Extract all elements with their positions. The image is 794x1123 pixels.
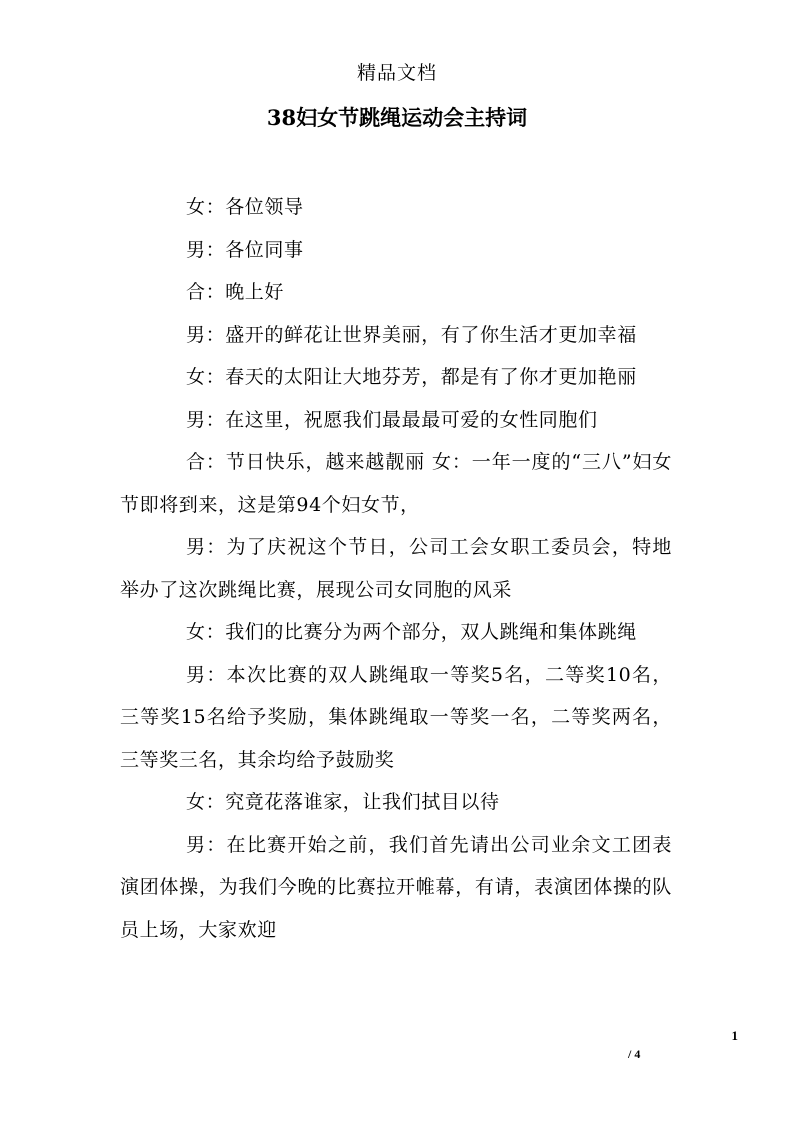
paragraph: 合：节日快乐，越来越靓丽 女：一年一度的“三八”妇女节即将到来，这是第94个妇女节， [120, 451, 672, 516]
document-header-label: 精品文档 [356, 62, 437, 84]
paragraph: 女：春天的太阳让大地芬芳，都是有了你才更加艳丽 [186, 366, 637, 388]
page-total: / 4 [628, 1047, 641, 1061]
page-number: 1 [731, 1028, 738, 1043]
paragraph: 男：各位同事 [186, 238, 304, 261]
paragraph: 女：各位领导 [186, 196, 304, 218]
paragraph: 男：在这里，祝愿我们最最最可爱的女性同胞们 [186, 408, 598, 431]
paragraph: 女：究竟花落谁家，让我们拭目以待 [186, 791, 500, 813]
paragraph: 男：盛开的鲜花让世界美丽，有了你生活才更加幸福 [186, 323, 637, 346]
document-body [120, 186, 672, 951]
paragraph: 男：本次比赛的双人跳绳取一等奖5名，二等奖10名，三等奖15名给予奖励，集体跳绳取一等奖一名，二等奖两名，三等奖三名，其余均给予鼓励奖 [120, 663, 672, 771]
paragraph: 合：晚上好 [186, 281, 285, 303]
paragraph: 男：为了庆祝这个节日，公司工会女职工委员会，特地举办了这次跳绳比赛，展现公司女同胞的风采 [120, 536, 672, 601]
paragraph: 男：在比赛开始之前，我们首先请出公司业余文工团表演团体操，为我们今晚的比赛拉开帷幕，有请，表演团体操的队员上场，大家欢迎 [120, 833, 672, 941]
document-title: 38妇女节跳绳运动会主持词 [266, 105, 528, 130]
paragraph: 女：我们的比赛分为两个部分，双人跳绳和集体跳绳 [186, 621, 637, 643]
